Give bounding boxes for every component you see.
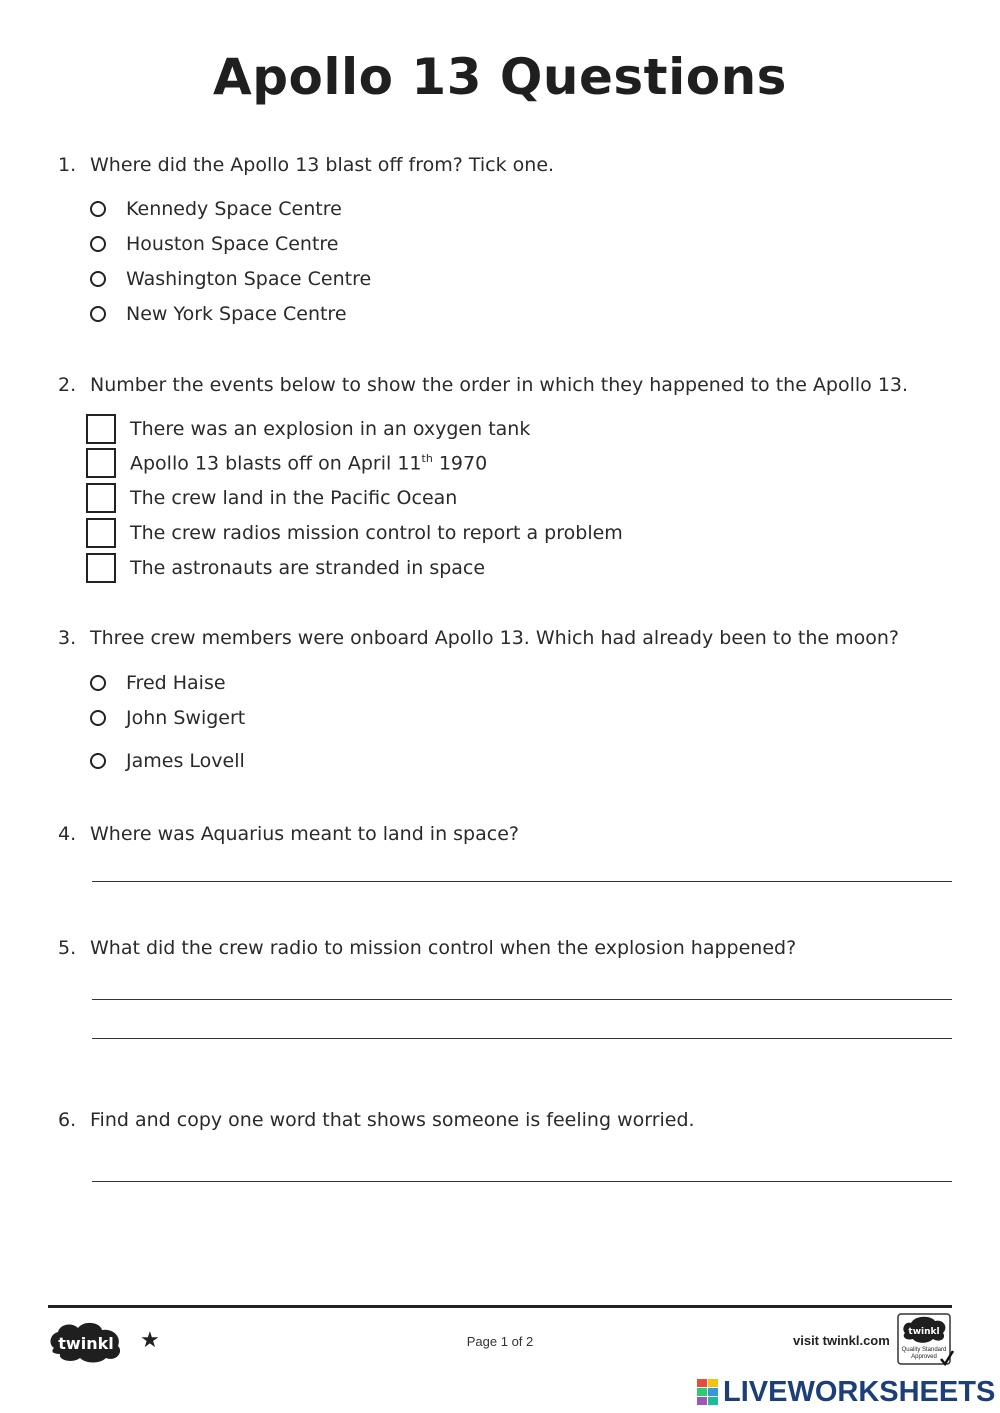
q1-option-1[interactable] xyxy=(90,198,342,220)
question-3 xyxy=(58,627,899,649)
q1-option-4[interactable] xyxy=(90,303,347,325)
question-6 xyxy=(58,1109,695,1131)
answer-line[interactable] xyxy=(92,1038,952,1039)
option-label: Houston Space Centre xyxy=(126,233,339,255)
liveworksheets-icon xyxy=(697,1379,719,1405)
option-label: James Lovell xyxy=(126,750,245,772)
page-number: Page 1 of 2 xyxy=(466,1334,534,1349)
q2-event-3 xyxy=(90,483,457,513)
radio-button[interactable] xyxy=(90,201,106,217)
event-label: The crew land in the Pacific Ocean xyxy=(130,487,458,509)
q1-option-2[interactable] xyxy=(90,233,338,255)
quality-badge xyxy=(897,1313,955,1369)
q1-option-3[interactable] xyxy=(90,268,371,290)
radio-button[interactable] xyxy=(90,271,106,287)
svg-text:Approved: Approved xyxy=(911,1354,937,1360)
question-number: 2. xyxy=(58,374,77,396)
question-text: Number the events below to show the order in which they happened to the Apollo 13. xyxy=(90,374,909,396)
option-label: Kennedy Space Centre xyxy=(126,198,342,220)
radio-button[interactable] xyxy=(90,306,106,322)
question-5 xyxy=(58,937,796,959)
q3-option-3[interactable] xyxy=(90,750,245,772)
svg-text:Quality Standard: Quality Standard xyxy=(901,1347,947,1353)
radio-button[interactable] xyxy=(90,236,106,252)
question-number: 3. xyxy=(58,627,77,649)
star-icon: ★ xyxy=(140,1328,160,1353)
order-input-box[interactable] xyxy=(86,414,116,444)
order-input-box[interactable] xyxy=(86,553,116,583)
event-label: The crew radios mission control to report a problem xyxy=(130,522,623,544)
option-label: New York Space Centre xyxy=(126,303,347,325)
option-label: Washington Space Centre xyxy=(126,268,372,290)
svg-text:twinkl: twinkl xyxy=(908,1327,940,1337)
answer-line[interactable] xyxy=(92,881,952,882)
visit-link[interactable]: visit twinkl.com xyxy=(793,1333,890,1348)
option-label: John Swigert xyxy=(126,707,246,729)
q3-option-2[interactable] xyxy=(90,707,245,729)
q2-event-4 xyxy=(90,518,623,548)
q3-option-1[interactable] xyxy=(90,672,226,694)
question-number: 6. xyxy=(58,1109,77,1131)
question-text: What did the crew radio to mission control when the explosion happened? xyxy=(90,937,797,959)
question-text: Where did the Apollo 13 blast off from? Tick one. xyxy=(90,154,555,176)
option-label: Fred Haise xyxy=(126,672,226,694)
question-text: Find and copy one word that shows someone is feeling worried. xyxy=(90,1109,695,1131)
page-title: Apollo 13 Questions xyxy=(213,48,787,106)
question-number: 5. xyxy=(58,937,77,959)
event-label: The astronauts are stranded in space xyxy=(130,557,486,579)
event-label: Apollo 13 blasts off on April 11th 1970 xyxy=(130,451,488,475)
event-label: There was an explosion in an oxygen tank xyxy=(130,418,531,440)
q2-event-5 xyxy=(90,553,485,583)
radio-button[interactable] xyxy=(90,753,106,769)
footer-divider xyxy=(48,1305,952,1308)
order-input-box[interactable] xyxy=(86,483,116,513)
liveworksheets-brand xyxy=(697,1374,995,1410)
radio-button[interactable] xyxy=(90,675,106,691)
answer-line[interactable] xyxy=(92,999,952,1000)
answer-line[interactable] xyxy=(92,1181,952,1182)
order-input-box[interactable] xyxy=(86,448,116,478)
question-4 xyxy=(58,823,519,845)
radio-button[interactable] xyxy=(90,710,106,726)
brand-text: LIVEWORKSHEETS xyxy=(723,1375,996,1408)
question-number: 4. xyxy=(58,823,77,845)
question-text: Three crew members were onboard Apollo 13. Which had already been to the moon? xyxy=(90,627,900,649)
svg-text:twinkl: twinkl xyxy=(58,1334,114,1353)
question-text: Where was Aquarius meant to land in space? xyxy=(90,823,519,845)
question-number: 1. xyxy=(58,154,77,176)
question-1 xyxy=(58,154,554,176)
q2-event-2 xyxy=(90,448,487,478)
question-2 xyxy=(58,374,908,396)
order-input-box[interactable] xyxy=(86,518,116,548)
q2-event-1 xyxy=(90,414,530,444)
